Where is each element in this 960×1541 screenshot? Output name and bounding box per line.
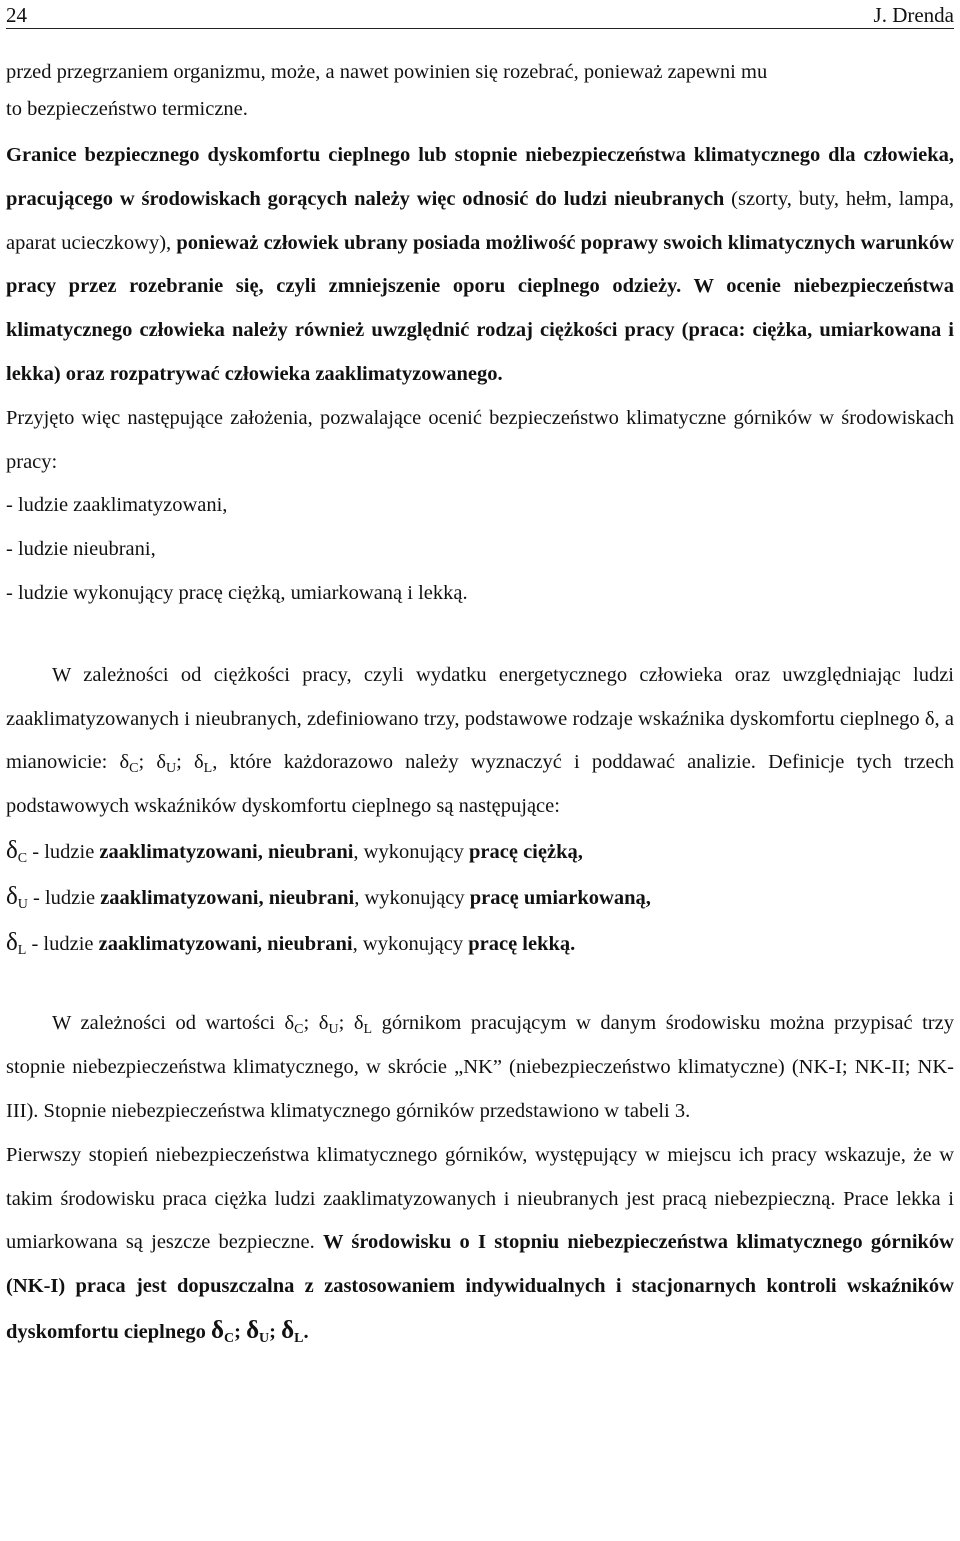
assumption-item-1: - ludzie zaaklimatyzowani, — [6, 494, 228, 517]
running-author: J. Drenda — [873, 3, 954, 27]
delta-symbol: δ — [6, 928, 18, 956]
definition-prefix: - ludzie — [26, 932, 99, 955]
subscript-l: L — [203, 761, 213, 777]
definition-delta-c — [6, 829, 954, 875]
separator: ; — [338, 1012, 354, 1035]
definition-acclimatized: zaaklimatyzowani, nieubrani — [98, 932, 353, 955]
delta-symbol: δ — [119, 751, 130, 774]
definition-delta-l — [6, 921, 954, 967]
first-degree-bold-text: W środowisku o I stopniu niebezpieczeństwa klimatycznego górników (NK-I) praca jest dopuszczalna z zastosowaniem indywidualnych i stacjonarnych kontroli wskaźników dyskomfortu cieplnego — [6, 1231, 954, 1343]
definition-mid: , wykonujący — [353, 840, 469, 863]
page-body — [6, 54, 954, 1355]
paragraph-continuation-end — [6, 91, 954, 128]
first-degree-text: Pierwszy stopień niebezpieczeństwa klimatycznego górników, występujący w miejscu ich pracy wskazuje, że w takim środowisku praca ciężka ludzi zaaklimatyzowanych i nieubranych jest pracą niebezpieczną. Prace lekka i umiarkowana są jeszcze bezpieczne. — [6, 1143, 954, 1254]
continuation-line-1: przed przegrzaniem organizmu, może, a nawet powinien się rozebrać, ponieważ zapewni mu — [6, 61, 768, 83]
delta-symbol: δ — [6, 836, 18, 864]
definition-acclimatized: zaaklimatyzowani, nieubrani — [100, 886, 355, 909]
definition-mid: , wykonujący — [354, 886, 470, 909]
continuation-line-2: to bezpieczeństwo termiczne. — [6, 98, 248, 120]
separator: ; — [234, 1320, 247, 1343]
hazard-text: górnikom pracującym w danym środowisku można przypisać trzy stopnie niebezpieczeństwa klimatycznego, w skrócie „NK” (niebezpieczeństwo klimatyczne) (NK-I; NK-II; NK-III). Stopnie niebezpieczeństwa klimatycznego górników przedstawiono w tabeli 3. — [6, 1012, 954, 1122]
separator: ; — [303, 1012, 319, 1035]
definition-delta-u — [6, 875, 954, 921]
indicator-intro: W zależności od ciężkości pracy, czyli wydatku energetycznego człowieka oraz uwzględniając ludzi zaaklimatyzowanych i nieubranych, zdefiniowano trzy, podstawowe rodzaje wskaźnika dyskomfortu cieplnego δ, a mianowicie: — [6, 663, 954, 774]
delta-symbol: δ — [156, 751, 167, 774]
bold-limits-text: Granice bezpiecznego dyskomfortu cieplnego lub stopnie niebezpieczeństwa klimatycznego dla człowieka, pracującego w środowiskach gorących należy więc odnosić do ludzi nieubranych — [6, 144, 954, 210]
assumption-item-3: - ludzie wykonujący pracę ciężką, umiarkowaną i lekką. — [6, 581, 468, 604]
subscript-c: C — [223, 1330, 235, 1346]
indicator-followup: , które każdorazowo należy wyznaczyć i poddawać analizie. Definicje tych trzech podstawowych wskaźników dyskomfortu cieplnego są następujące: — [6, 751, 954, 818]
subscript-u: U — [259, 1330, 270, 1346]
bold-justification-text: ponieważ człowiek ubrany posiada możliwość poprawy swoich klimatycznych warunków pracy przez rozebranie się, czyli zmniejszenie oporu cieplnego odzieży. W ocenie niebezpieczeństwa klimatycznego człowieka należy również uwzględnić rodzaj ciężkości pracy (praca: ciężka, umiarkowana i lekka) oraz rozpatrywać człowieka zaaklimatyzowanego. — [6, 231, 954, 385]
paragraph-hazard-degrees — [6, 1002, 954, 1133]
hazard-intro: W zależności od wartości — [52, 1012, 285, 1035]
assumptions-text: Przyjęto więc następujące założenia, pozwalające ocenić bezpieczeństwo klimatyczne górników w środowiskach pracy: — [6, 406, 954, 473]
assumption-item-2: - ludzie nieubrani, — [6, 538, 156, 561]
paragraph-discomfort-limits — [6, 134, 954, 397]
subscript-c: C — [129, 761, 139, 777]
page-number: 24 — [6, 3, 27, 27]
delta-symbol: δ — [284, 1012, 295, 1035]
definition-prefix: - ludzie — [27, 886, 101, 909]
subscript-l: L — [294, 1330, 304, 1346]
delta-symbol: δ — [318, 1012, 329, 1035]
separator: ; — [176, 751, 194, 774]
separator: ; — [138, 751, 157, 774]
delta-symbol: δ — [246, 1316, 260, 1344]
subscript-l: L — [363, 1022, 373, 1038]
definition-work-heavy: pracę ciężką, — [469, 840, 583, 863]
definition-acclimatized: zaaklimatyzowani, nieubrani — [99, 840, 354, 863]
final-period: . — [303, 1320, 309, 1343]
paragraph-assumptions — [6, 397, 954, 485]
definition-work-light: pracę lekką. — [468, 932, 576, 955]
definition-mid: , wykonujący — [352, 932, 469, 955]
clothing-note: (szorty, buty, hełm, lampa, aparat ucieczkowy), — [6, 187, 954, 254]
delta-symbol: δ — [6, 882, 18, 910]
subscript-l: L — [17, 942, 27, 958]
paragraph-first-degree — [6, 1134, 954, 1355]
definition-prefix: - ludzie — [27, 840, 100, 863]
subscript-u: U — [17, 896, 28, 912]
separator: ; — [269, 1320, 282, 1343]
spacer — [6, 616, 954, 654]
page-header — [6, 0, 954, 29]
subscript-u: U — [166, 761, 177, 777]
subscript-u: U — [328, 1022, 339, 1038]
subscript-c: C — [17, 850, 28, 866]
delta-symbol: δ — [353, 1012, 364, 1035]
paragraph-continuation — [6, 54, 954, 91]
paragraph-indicator-types — [6, 654, 954, 829]
delta-symbol: δ — [193, 751, 204, 774]
delta-symbol: δ — [281, 1316, 295, 1344]
spacer — [6, 966, 954, 1002]
subscript-c: C — [294, 1022, 304, 1038]
delta-symbol: δ — [211, 1316, 224, 1344]
definition-work-moderate: pracę umiarkowaną, — [469, 886, 651, 909]
